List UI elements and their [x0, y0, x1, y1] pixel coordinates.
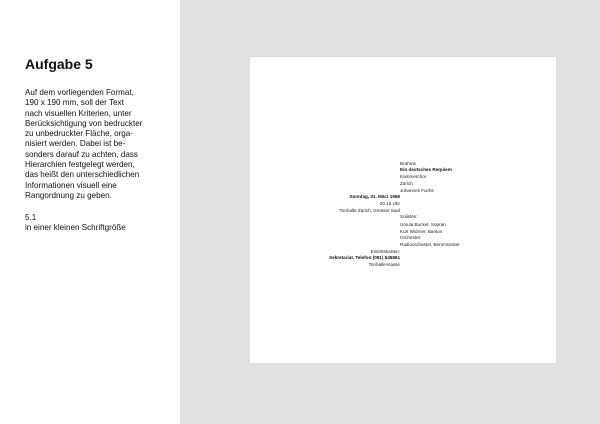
description-line: 190 x 190 mm, soll der Text: [25, 98, 124, 108]
poster-soloist-2: Kurt Widmer, Bariton: [400, 229, 443, 234]
poster-venue: Tonhalle Zürich, Grosser Saal: [339, 208, 400, 213]
description-line: zu unbedruckter Fläche, orga-: [25, 129, 133, 139]
poster-orchestra-label: Orchester:: [400, 235, 422, 240]
task-description: [25, 88, 175, 201]
preview-area: [180, 0, 600, 424]
instruction-panel: [0, 0, 180, 424]
poster-tickets-box: Tonhalle-Kasse: [368, 262, 400, 267]
description-line: Rangordnung zu geben.: [25, 190, 112, 200]
description-line: Hierarchien festgelegt werden,: [25, 160, 135, 170]
poster-date: Sonntag, 31. März 1968: [349, 194, 400, 199]
poster-city: Zürich: [400, 181, 413, 186]
poster-work-title: Ein deutsches Requiem: [400, 167, 452, 172]
section-number: 5.1: [25, 213, 37, 222]
poster-soloist-1: Ursula Buckel, Sopran: [400, 222, 446, 227]
poster-tickets-office: Sekretariat, Telefon (051) 545861: [329, 255, 400, 260]
poster-soloists-label: Solisten:: [400, 214, 418, 219]
task-heading: Aufgabe 5: [25, 56, 93, 72]
poster-tickets-label: Eintrittskarten:: [370, 249, 400, 254]
description-line: nisiert werden. Dabei ist be-: [25, 139, 126, 149]
poster-composer: Brahms: [400, 161, 416, 166]
poster-conductor: Johannes Fuchs: [400, 188, 434, 193]
poster-choir: Kammerchor: [400, 174, 427, 179]
poster-time: 20.15 Uhr: [379, 201, 400, 206]
description-line: sonders darauf zu achten, dass: [25, 149, 138, 159]
description-line: nach visuellen Kriterien, unter: [25, 108, 132, 118]
poster-orchestra: Radioorchester, Beromünster: [400, 242, 460, 247]
description-line: Berücksichtigung von bedruckter: [25, 118, 143, 128]
description-line: Informationen visuell eine: [25, 180, 117, 190]
description-line: das heißt den unterschiedlichen: [25, 170, 140, 180]
poster-sheet: [250, 57, 556, 363]
description-line: Auf dem vorliegenden Format,: [25, 88, 134, 97]
section-description: in einer kleinen Schriftgröße: [25, 223, 126, 232]
